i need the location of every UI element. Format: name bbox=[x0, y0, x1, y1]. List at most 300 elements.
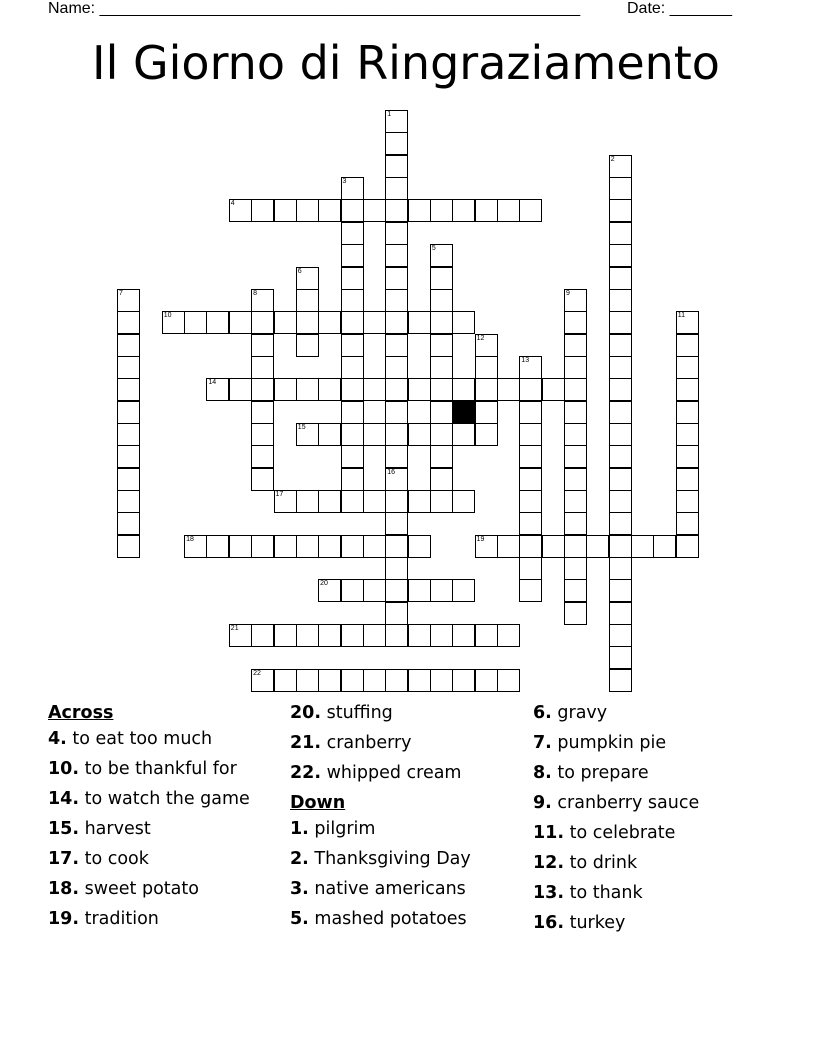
grid-cell[interactable] bbox=[229, 624, 252, 647]
grid-cell[interactable] bbox=[341, 356, 364, 379]
grid-cell[interactable] bbox=[519, 445, 542, 468]
grid-cell[interactable] bbox=[564, 356, 587, 379]
grid-cell[interactable] bbox=[475, 401, 498, 424]
grid-cell[interactable] bbox=[430, 669, 453, 692]
clue-across-4 bbox=[48, 728, 250, 758]
grid-cell[interactable] bbox=[117, 535, 140, 558]
grid-cell[interactable] bbox=[296, 624, 319, 647]
grid-cell[interactable] bbox=[251, 199, 274, 222]
black-cell bbox=[452, 401, 475, 424]
date-field[interactable]: Date: _______ bbox=[627, 0, 732, 17]
clue-text: pumpkin pie bbox=[557, 733, 667, 753]
grid-cell[interactable] bbox=[676, 512, 699, 535]
grid-cell[interactable] bbox=[341, 378, 364, 401]
grid-cell[interactable] bbox=[318, 579, 341, 602]
grid-cell[interactable] bbox=[341, 289, 364, 312]
grid-cell[interactable] bbox=[430, 624, 453, 647]
grid-cell[interactable] bbox=[251, 468, 274, 491]
grid-cell[interactable] bbox=[564, 535, 587, 558]
grid-cell[interactable] bbox=[676, 378, 699, 401]
clue-down-11 bbox=[533, 822, 699, 852]
grid-cell[interactable] bbox=[609, 490, 632, 513]
grid-cell[interactable] bbox=[408, 624, 431, 647]
clue-text: stuffing bbox=[326, 703, 393, 723]
clues-column-2 bbox=[290, 702, 471, 938]
grid-cell[interactable] bbox=[609, 602, 632, 625]
grid-cell[interactable] bbox=[318, 311, 341, 334]
grid-cell[interactable] bbox=[475, 378, 498, 401]
grid-cell[interactable] bbox=[385, 468, 408, 491]
grid-cell[interactable] bbox=[430, 334, 453, 357]
cell-number: 20 bbox=[320, 580, 328, 588]
grid-cell[interactable] bbox=[430, 445, 453, 468]
cell-number: 16 bbox=[387, 468, 395, 476]
grid-cell[interactable] bbox=[609, 669, 632, 692]
grid-cell[interactable] bbox=[408, 535, 431, 558]
grid-cell[interactable] bbox=[385, 557, 408, 580]
grid-cell[interactable] bbox=[274, 311, 297, 334]
clue-text: mashed potatoes bbox=[314, 909, 467, 929]
grid-cell[interactable] bbox=[430, 401, 453, 424]
grid-cell[interactable] bbox=[251, 423, 274, 446]
clue-text: tradition bbox=[84, 909, 159, 929]
grid-cell[interactable] bbox=[586, 535, 609, 558]
clue-across-22 bbox=[290, 762, 471, 792]
grid-cell[interactable] bbox=[184, 311, 207, 334]
grid-cell[interactable] bbox=[676, 334, 699, 357]
grid-cell[interactable] bbox=[385, 110, 408, 133]
cell-number: 1 bbox=[387, 111, 392, 118]
grid-cell[interactable] bbox=[564, 378, 587, 401]
grid-cell[interactable] bbox=[318, 378, 341, 401]
grid-cell[interactable] bbox=[676, 535, 699, 558]
grid-cell[interactable] bbox=[475, 356, 498, 379]
grid-cell[interactable] bbox=[274, 535, 297, 558]
grid-cell[interactable] bbox=[609, 557, 632, 580]
grid-cell[interactable] bbox=[519, 356, 542, 379]
grid-cell[interactable] bbox=[274, 669, 297, 692]
clue-down-5 bbox=[290, 908, 471, 938]
grid-cell[interactable] bbox=[564, 579, 587, 602]
grid-cell[interactable] bbox=[162, 311, 185, 334]
name-field[interactable]: Name: ______________________________________________________ bbox=[48, 0, 581, 17]
grid-cell[interactable] bbox=[430, 468, 453, 491]
grid-cell[interactable] bbox=[385, 289, 408, 312]
grid-cell[interactable] bbox=[408, 669, 431, 692]
grid-cell[interactable] bbox=[609, 289, 632, 312]
grid-cell[interactable] bbox=[296, 267, 319, 290]
grid-cell[interactable] bbox=[341, 624, 364, 647]
grid-cell[interactable] bbox=[609, 423, 632, 446]
grid-cell[interactable] bbox=[296, 334, 319, 357]
grid-cell[interactable] bbox=[609, 222, 632, 245]
clue-number: 16. bbox=[533, 913, 565, 933]
clue-number: 7. bbox=[533, 733, 552, 753]
clue-down-16 bbox=[533, 912, 699, 942]
clue-text: to eat too much bbox=[72, 729, 213, 749]
across-heading: Across bbox=[48, 703, 114, 723]
grid-cell[interactable] bbox=[341, 244, 364, 267]
cell-number: 17 bbox=[275, 491, 284, 498]
grid-cell[interactable] bbox=[564, 468, 587, 491]
grid-cell[interactable] bbox=[676, 423, 699, 446]
grid-cell[interactable] bbox=[296, 535, 319, 558]
clue-number: 9. bbox=[533, 793, 552, 813]
grid-cell[interactable] bbox=[609, 177, 632, 200]
grid-cell[interactable] bbox=[475, 669, 498, 692]
grid-cell[interactable] bbox=[564, 401, 587, 424]
cell-number: 8 bbox=[253, 289, 257, 297]
grid-cell[interactable] bbox=[631, 535, 654, 558]
grid-cell[interactable] bbox=[318, 423, 341, 446]
cell-number: 3 bbox=[342, 178, 347, 186]
grid-cell[interactable] bbox=[229, 378, 252, 401]
grid-cell[interactable] bbox=[341, 311, 364, 334]
grid-cell[interactable] bbox=[251, 356, 274, 379]
grid-cell[interactable] bbox=[385, 445, 408, 468]
clue-down-7 bbox=[533, 732, 699, 762]
grid-cell[interactable] bbox=[385, 199, 408, 222]
grid-cell[interactable] bbox=[206, 311, 229, 334]
grid-cell[interactable] bbox=[385, 356, 408, 379]
clue-across-19 bbox=[48, 908, 250, 938]
grid-cell[interactable] bbox=[475, 624, 498, 647]
grid-cell[interactable] bbox=[296, 423, 319, 446]
grid-cell[interactable] bbox=[430, 311, 453, 334]
grid-cell[interactable] bbox=[274, 490, 297, 513]
clue-number: 15. bbox=[48, 819, 80, 839]
grid-cell[interactable] bbox=[564, 423, 587, 446]
grid-cell[interactable] bbox=[609, 378, 632, 401]
grid-cell[interactable] bbox=[117, 334, 140, 357]
grid-cell[interactable] bbox=[653, 535, 676, 558]
grid-cell[interactable] bbox=[408, 423, 431, 446]
grid-cell[interactable] bbox=[296, 289, 319, 312]
grid-cell[interactable] bbox=[609, 267, 632, 290]
clue-number: 4. bbox=[48, 729, 67, 749]
clue-number: 5. bbox=[290, 909, 309, 929]
grid-cell[interactable] bbox=[117, 356, 140, 379]
grid-cell[interactable] bbox=[251, 669, 274, 692]
grid-cell[interactable] bbox=[184, 535, 207, 558]
grid-cell[interactable] bbox=[385, 512, 408, 535]
grid-cell[interactable] bbox=[676, 356, 699, 379]
clue-number: 18. bbox=[48, 879, 80, 899]
grid-cell[interactable] bbox=[341, 423, 364, 446]
grid-cell[interactable] bbox=[296, 199, 319, 222]
cell-number: 2 bbox=[610, 155, 615, 163]
grid-cell[interactable] bbox=[430, 289, 453, 312]
grid-cell[interactable] bbox=[251, 311, 274, 334]
grid-cell[interactable] bbox=[497, 378, 520, 401]
grid-cell[interactable] bbox=[676, 490, 699, 513]
grid-cell[interactable] bbox=[497, 669, 520, 692]
grid-cell[interactable] bbox=[519, 199, 542, 222]
clue-number: 3. bbox=[290, 879, 309, 899]
grid-cell[interactable] bbox=[609, 199, 632, 222]
grid-cell[interactable] bbox=[564, 602, 587, 625]
cell-number: 18 bbox=[186, 535, 194, 543]
grid-cell[interactable] bbox=[385, 132, 408, 155]
clue-text: to celebrate bbox=[569, 823, 676, 843]
grid-cell[interactable] bbox=[318, 624, 341, 647]
clue-number: 14. bbox=[48, 789, 80, 809]
grid-cell[interactable] bbox=[385, 177, 408, 200]
grid-cell[interactable] bbox=[519, 468, 542, 491]
clue-text: to be thankful for bbox=[84, 759, 237, 779]
grid-cell[interactable] bbox=[609, 155, 632, 178]
grid-cell[interactable] bbox=[542, 535, 565, 558]
clue-down-13 bbox=[533, 882, 699, 912]
grid-cell[interactable] bbox=[385, 401, 408, 424]
clue-text: to prepare bbox=[557, 763, 649, 783]
clue-across-17 bbox=[48, 848, 250, 878]
grid-cell[interactable] bbox=[385, 602, 408, 625]
grid-cell[interactable] bbox=[385, 244, 408, 267]
clue-number: 10. bbox=[48, 759, 80, 779]
clue-number: 1. bbox=[290, 819, 309, 839]
grid-cell[interactable] bbox=[609, 646, 632, 669]
grid-cell[interactable] bbox=[117, 512, 140, 535]
grid-cell[interactable] bbox=[385, 669, 408, 692]
grid-cell[interactable] bbox=[519, 378, 542, 401]
grid-cell[interactable] bbox=[274, 624, 297, 647]
grid-cell[interactable] bbox=[385, 535, 408, 558]
grid-cell[interactable] bbox=[296, 378, 319, 401]
grid-cell[interactable] bbox=[408, 311, 431, 334]
grid-cell[interactable] bbox=[497, 624, 520, 647]
grid-cell[interactable] bbox=[452, 199, 475, 222]
grid-cell[interactable] bbox=[296, 490, 319, 513]
grid-cell[interactable] bbox=[497, 535, 520, 558]
clue-number: 20. bbox=[290, 703, 322, 723]
clues-column-1 bbox=[48, 702, 250, 938]
grid-cell[interactable] bbox=[341, 490, 364, 513]
grid-cell[interactable] bbox=[475, 334, 498, 357]
clue-number: 22. bbox=[290, 763, 322, 783]
grid-cell[interactable] bbox=[564, 334, 587, 357]
clue-text: to watch the game bbox=[84, 789, 250, 809]
grid-cell[interactable] bbox=[385, 311, 408, 334]
grid-cell[interactable] bbox=[408, 199, 431, 222]
grid-cell[interactable] bbox=[385, 334, 408, 357]
cell-number: 21 bbox=[230, 625, 239, 633]
grid-cell[interactable] bbox=[385, 155, 408, 178]
cell-number: 5 bbox=[431, 245, 436, 253]
cell-number: 9 bbox=[566, 289, 570, 297]
grid-cell[interactable] bbox=[341, 468, 364, 491]
grid-cell[interactable] bbox=[676, 401, 699, 424]
grid-cell[interactable] bbox=[318, 490, 341, 513]
grid-cell[interactable] bbox=[363, 624, 386, 647]
cell-number: 7 bbox=[119, 289, 123, 297]
clue-down-6 bbox=[533, 702, 699, 732]
grid-cell[interactable] bbox=[452, 490, 475, 513]
grid-cell[interactable] bbox=[251, 401, 274, 424]
grid-cell[interactable] bbox=[609, 579, 632, 602]
grid-cell[interactable] bbox=[430, 490, 453, 513]
grid-cell[interactable] bbox=[609, 535, 632, 558]
grid-cell[interactable] bbox=[609, 356, 632, 379]
grid-cell[interactable] bbox=[609, 244, 632, 267]
grid-cell[interactable] bbox=[564, 512, 587, 535]
grid-cell[interactable] bbox=[519, 557, 542, 580]
grid-cell[interactable] bbox=[564, 311, 587, 334]
grid-cell[interactable] bbox=[385, 267, 408, 290]
clue-text: Thanksgiving Day bbox=[314, 849, 471, 869]
clue-text: gravy bbox=[557, 703, 608, 723]
grid-cell[interactable] bbox=[229, 535, 252, 558]
grid-cell[interactable] bbox=[408, 579, 431, 602]
grid-cell[interactable] bbox=[363, 579, 386, 602]
grid-cell[interactable] bbox=[251, 289, 274, 312]
grid-cell[interactable] bbox=[117, 289, 140, 312]
grid-cell[interactable] bbox=[430, 244, 453, 267]
grid-cell[interactable] bbox=[676, 468, 699, 491]
clue-text: pilgrim bbox=[314, 819, 376, 839]
grid-cell[interactable] bbox=[452, 423, 475, 446]
grid-cell[interactable] bbox=[430, 378, 453, 401]
grid-cell[interactable] bbox=[341, 445, 364, 468]
grid-cell[interactable] bbox=[229, 199, 252, 222]
grid-cell[interactable] bbox=[117, 445, 140, 468]
grid-cell[interactable] bbox=[609, 334, 632, 357]
clue-down-2 bbox=[290, 848, 471, 878]
grid-cell[interactable] bbox=[363, 199, 386, 222]
grid-cell[interactable] bbox=[519, 512, 542, 535]
grid-cell[interactable] bbox=[609, 311, 632, 334]
grid-cell[interactable] bbox=[542, 378, 565, 401]
grid-cell[interactable] bbox=[609, 624, 632, 647]
grid-cell[interactable] bbox=[430, 423, 453, 446]
grid-cell[interactable] bbox=[363, 378, 386, 401]
clue-number: 21. bbox=[290, 733, 322, 753]
grid-cell[interactable] bbox=[519, 423, 542, 446]
grid-cell[interactable] bbox=[408, 378, 431, 401]
grid-cell[interactable] bbox=[497, 199, 520, 222]
clue-across-14 bbox=[48, 788, 250, 818]
grid-cell[interactable] bbox=[385, 624, 408, 647]
grid-cell[interactable] bbox=[430, 267, 453, 290]
clue-number: 11. bbox=[533, 823, 565, 843]
grid-cell[interactable] bbox=[385, 222, 408, 245]
grid-cell[interactable] bbox=[117, 401, 140, 424]
grid-cell[interactable] bbox=[564, 490, 587, 513]
grid-cell[interactable] bbox=[475, 199, 498, 222]
grid-cell[interactable] bbox=[609, 445, 632, 468]
grid-cell[interactable] bbox=[452, 311, 475, 334]
grid-cell[interactable] bbox=[609, 512, 632, 535]
grid-cell[interactable] bbox=[251, 334, 274, 357]
grid-cell[interactable] bbox=[318, 199, 341, 222]
grid-cell[interactable] bbox=[251, 445, 274, 468]
grid-cell[interactable] bbox=[318, 669, 341, 692]
grid-cell[interactable] bbox=[296, 669, 319, 692]
cell-number: 13 bbox=[521, 356, 530, 364]
grid-cell[interactable] bbox=[385, 378, 408, 401]
grid-cell[interactable] bbox=[676, 311, 699, 334]
grid-cell[interactable] bbox=[363, 423, 386, 446]
grid-cell[interactable] bbox=[385, 423, 408, 446]
grid-cell[interactable] bbox=[341, 222, 364, 245]
grid-cell[interactable] bbox=[519, 401, 542, 424]
grid-cell[interactable] bbox=[430, 199, 453, 222]
grid-cell[interactable] bbox=[408, 490, 431, 513]
clue-down-3 bbox=[290, 878, 471, 908]
grid-cell[interactable] bbox=[564, 445, 587, 468]
grid-cell[interactable] bbox=[430, 579, 453, 602]
grid-cell[interactable] bbox=[519, 490, 542, 513]
grid-cell[interactable] bbox=[117, 490, 140, 513]
grid-cell[interactable] bbox=[452, 579, 475, 602]
grid-cell[interactable] bbox=[117, 378, 140, 401]
clue-text: to thank bbox=[569, 883, 643, 903]
grid-cell[interactable] bbox=[251, 624, 274, 647]
grid-cell[interactable] bbox=[564, 557, 587, 580]
grid-cell[interactable] bbox=[363, 311, 386, 334]
grid-cell[interactable] bbox=[363, 669, 386, 692]
grid-cell[interactable] bbox=[296, 311, 319, 334]
grid-cell[interactable] bbox=[341, 177, 364, 200]
grid-cell[interactable] bbox=[519, 579, 542, 602]
grid-cell[interactable] bbox=[251, 535, 274, 558]
grid-cell[interactable] bbox=[274, 199, 297, 222]
grid-cell[interactable] bbox=[452, 669, 475, 692]
clue-number: 8. bbox=[533, 763, 552, 783]
grid-cell[interactable] bbox=[385, 490, 408, 513]
grid-cell[interactable] bbox=[117, 311, 140, 334]
grid-cell[interactable] bbox=[341, 579, 364, 602]
cell-number: 4 bbox=[230, 200, 235, 208]
grid-cell[interactable] bbox=[341, 401, 364, 424]
grid-cell[interactable] bbox=[609, 401, 632, 424]
grid-cell[interactable] bbox=[341, 669, 364, 692]
grid-cell[interactable] bbox=[385, 579, 408, 602]
grid-cell[interactable] bbox=[475, 423, 498, 446]
grid-cell[interactable] bbox=[318, 535, 341, 558]
grid-cell[interactable] bbox=[341, 267, 364, 290]
grid-cell[interactable] bbox=[206, 378, 229, 401]
grid-cell[interactable] bbox=[609, 468, 632, 491]
grid-cell[interactable] bbox=[564, 289, 587, 312]
clue-text: cranberry bbox=[326, 733, 412, 753]
grid-cell[interactable] bbox=[229, 311, 252, 334]
clue-across-10 bbox=[48, 758, 250, 788]
grid-cell[interactable] bbox=[452, 624, 475, 647]
clue-text: whipped cream bbox=[326, 763, 462, 783]
grid-cell[interactable] bbox=[341, 535, 364, 558]
grid-cell[interactable] bbox=[206, 535, 229, 558]
grid-cell[interactable] bbox=[475, 535, 498, 558]
grid-cell[interactable] bbox=[341, 334, 364, 357]
clue-down-1 bbox=[290, 818, 471, 848]
grid-cell[interactable] bbox=[363, 535, 386, 558]
grid-cell[interactable] bbox=[676, 445, 699, 468]
grid-cell[interactable] bbox=[452, 378, 475, 401]
grid-cell[interactable] bbox=[117, 423, 140, 446]
grid-cell[interactable] bbox=[363, 490, 386, 513]
grid-cell[interactable] bbox=[274, 378, 297, 401]
grid-cell[interactable] bbox=[251, 378, 274, 401]
clue-number: 13. bbox=[533, 883, 565, 903]
grid-cell[interactable] bbox=[117, 468, 140, 491]
grid-cell[interactable] bbox=[341, 199, 364, 222]
cell-number: 10 bbox=[163, 312, 172, 320]
grid-cell[interactable] bbox=[430, 356, 453, 379]
grid-cell[interactable] bbox=[519, 535, 542, 558]
clue-across-20 bbox=[290, 702, 471, 732]
clue-number: 17. bbox=[48, 849, 80, 869]
